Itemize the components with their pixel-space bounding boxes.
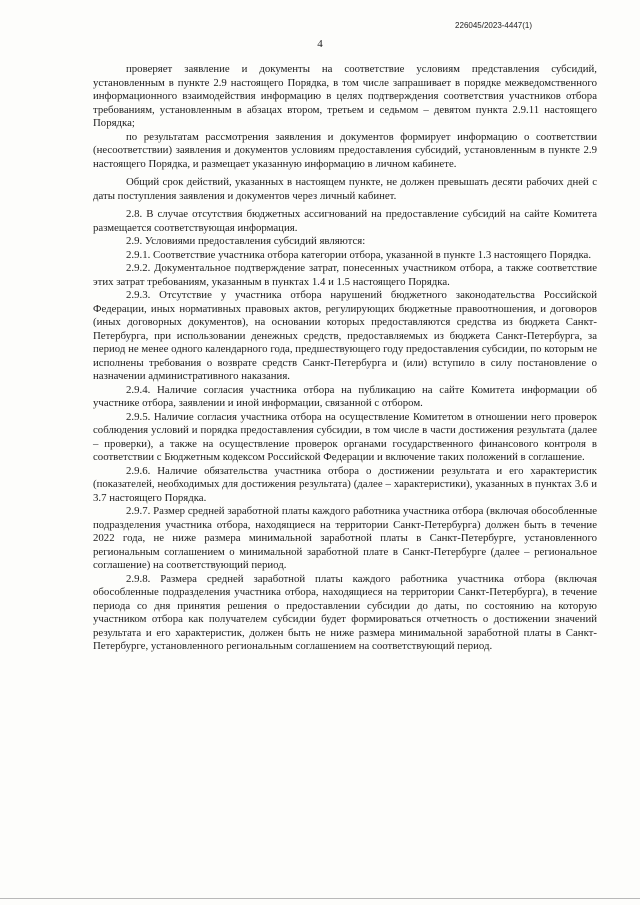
paragraph-2-9-8: 2.9.8. Размера средней заработной платы каждого работника участника отбора (включая обособленные подразделения участника отбора, находящиеся на территории Санкт-Петербурга), в течение периода со дня принятия решения о предоставлении субсидии до даты, по состоянию на которую участником отбора как получателем субсидии будет формироваться отчетность о достижении значений результата и его характеристик, должен быть не ниже размера минимальной заработной платы в Санкт-Петербурге, установленного региональным соглашением на соответствующий период.	[93, 572, 597, 652]
paragraph-2-8: 2.8. В случае отсутствия бюджетных ассигнований на предоставление субсидий на сайте Комитета размещается соответствующая информация.	[93, 208, 597, 234]
paragraph-2-9: 2.9. Условиями предоставления субсидий являются:	[126, 235, 366, 247]
page-number: 4	[317, 38, 323, 50]
paragraph-2-9-4: 2.9.4. Наличие согласия участника отбора на публикацию на сайте Комитета информации об участнике отбора, заявлении и иной информации, связанной с отбором.	[93, 383, 597, 409]
paragraph-results-review: по результатам рассмотрения заявления и документов формирует информацию о соответствии (несоответствии) заявления и документов условиям предоставления субсидий, установленным в пункте 2.9 настоящего Порядка, и размещает указанную информацию в личном кабинете.	[93, 130, 597, 170]
paragraph-2-9-6: 2.9.6. Наличие обязательства участника отбора о достижении результата и его характеристик (показателей, необходимых для достижения результата) (далее – характеристики), указанных в пунктах 3.6 и 3.7 настоящего Порядка.	[93, 464, 597, 504]
document-body	[93, 63, 597, 654]
scan-edge-line	[0, 898, 640, 899]
document-code: 226045/2023-4447(1)	[455, 21, 532, 30]
paragraph-2-9-2: 2.9.2. Документальное подтверждение затрат, понесенных участником отбора, а также соответствие этих затрат требованиям, указанным в пунктах 1.4 и 1.5 настоящего Порядка.	[93, 262, 597, 288]
paragraph-2-9-1: 2.9.1. Соответствие участника отбора категории отбора, указанной в пункте 1.3 настоящего Порядка.	[126, 248, 592, 261]
paragraph-total-term: Общий срок действий, указанных в настоящем пункте, не должен превышать десяти рабочих дней с даты поступления заявления и документов через личный кабинет.	[93, 176, 597, 202]
paragraph-check-application: проверяет заявление и документы на соответствие условиям представления субсидий, установленным в пункте 2.9 настоящего Порядка, в том числе запрашивает в порядке межведомственного информационного взаимодействия информацию в целях подтверждения соответствия участников отбора требованиям, установленным в абзацах втором, третьем и седьмом – девятом пункта 2.9.11 настоящего Порядка;	[93, 63, 597, 129]
paragraph-2-9-7: 2.9.7. Размер средней заработной платы каждого работника участника отбора (включая обособленные подразделения участника отбора, находящиеся на территории Санкт-Петербурга) должен быть в течение 2022 года, не ниже размера минимальной заработной платы в Санкт-Петербурге, установленного региональным соглашением о минимальной заработной плате в Санкт-Петербурге (далее – региональное соглашение) на соответствующий период.	[93, 505, 597, 571]
paragraph-2-9-3: 2.9.3. Отсутствие у участника отбора нарушений бюджетного законодательства Российской Федерации, иных нормативных правовых актов, регулирующих бюджетные правоотношения, и договоров (иных договорных документов), на основании которых предоставляются средства из бюджета Санкт-Петербурга, при использовании денежных средств, предоставляемых из бюджета Санкт-Петербурга, за период не менее одного календарного года, предшествующего году предоставления субсидии, по которым не исполнены требования о возврате средств Санкт-Петербурга и (или) вступило в силу постановление о назначении административного наказания.	[93, 289, 597, 382]
paragraph-2-9-5: 2.9.5. Наличие согласия участника отбора на осуществление Комитетом в отношении него проверок соблюдения условий и порядка предоставления субсидии, в том числе в части достижения результата (далее – проверки), а также на осуществление проверок органами государственного финансового контроля в соответствии с Бюджетным кодексом Российской Федерации и включение таких положений в соглашение.	[93, 410, 597, 463]
